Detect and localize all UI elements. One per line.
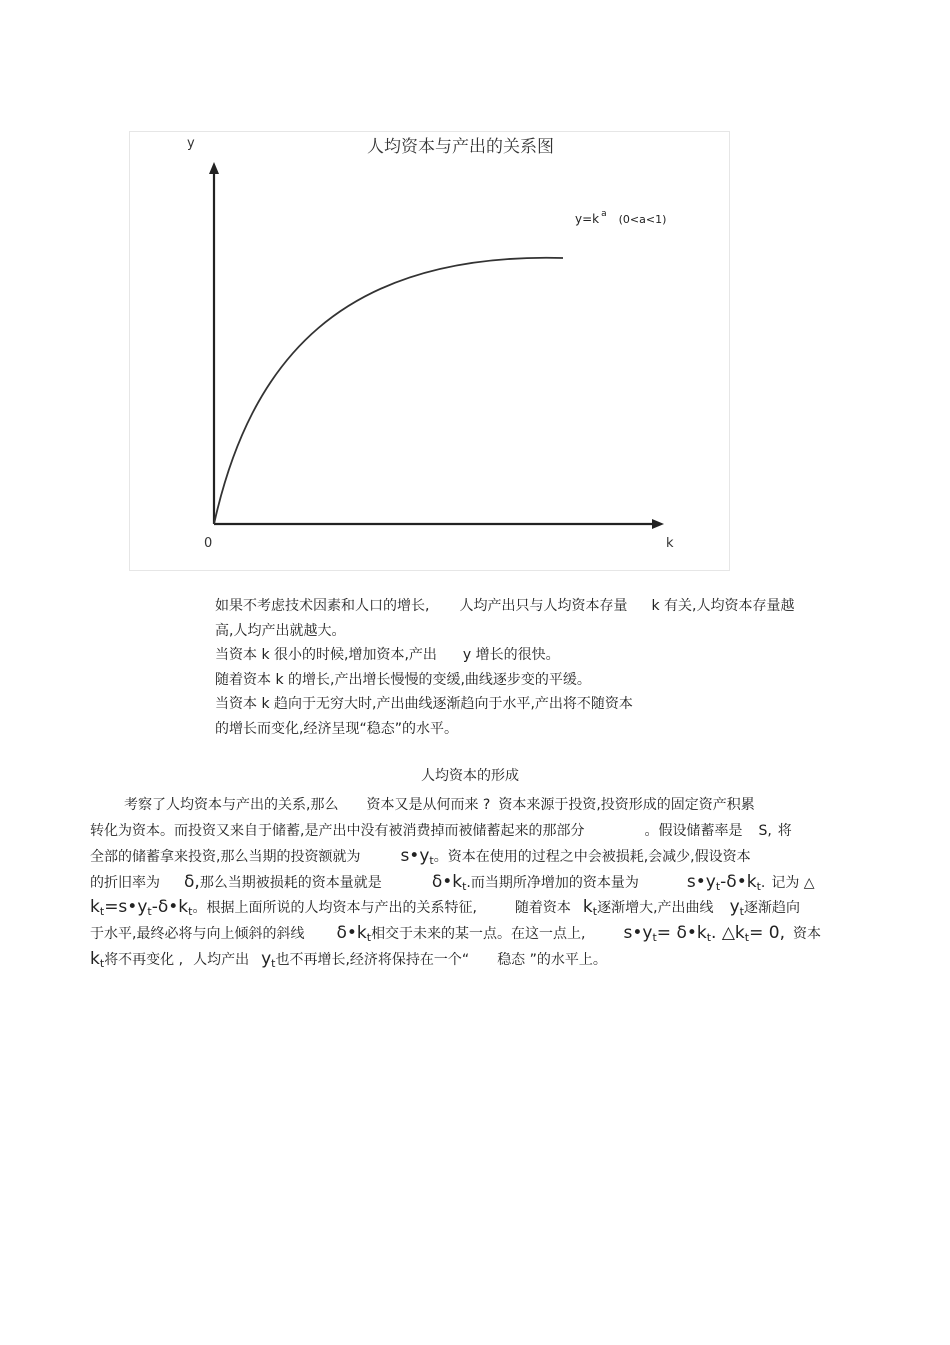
paragraph-line: 考察了人均资本与产出的关系,那么 资本又是从何而来 ? 资本来源于投资,投资形成的固定资产积累 [124,797,755,813]
observations-block [215,594,865,741]
x-axis-label: k [666,536,674,551]
paragraph-line: $k_t=s•y_t-\delta•k_t$。根据上面所说的人均资本与产出的关系特征, 随着资本 $k_t$逐渐增大,产出曲线 $y_t$逐渐趋向 [90,897,800,919]
observation-line: 的增长而变化,经济呈现“稳态”的水平。 [215,720,458,737]
production-plot [130,132,730,572]
paragraph-line: 转化为资本。而投资又来自于储蓄,是产出中没有被消费掉而被储蓄起来的那部分 。假设储蓄率是 S, 将 [90,822,792,839]
curve-exponent: a [601,209,607,219]
observation-line: 随着资本 k 的增长,产出增长慢慢的变缓,曲线逐步变的平缓。 [215,671,591,688]
figure-frame [129,131,730,571]
y-axis-label: y [187,136,195,151]
curve-formula: y=k [575,212,600,226]
observation-line: 当资本 k 趋向于无穷大时,产出曲线逐渐趋向于水平,产出将不随资本 [215,696,633,712]
curve-condition: (0<a<1) [618,213,667,226]
figure-title: 人均资本与产出的关系图 [367,137,554,157]
section-title: 人均资本的形成 [421,768,519,784]
production-curve [214,258,563,524]
observation-line: 高,人均产出就越大。 [215,622,346,639]
paragraph-line: 的折旧率为 δ,那么当期被损耗的资本量就是 $\delta•k_t$.而当期所净增加的资本量为 $s•y_t-\delta•k_t$. 记为 △ [90,871,815,893]
paragraph-line: $k_t$将不再变化 , 人均产出 $y_t$也不再增长,经济将保持在一个“ 稳态 ”的水平上。 [90,948,607,970]
y-axis-arrow [209,162,219,174]
x-axis-arrow [652,519,664,529]
section-paragraph [90,793,865,972]
origin-label: 0 [204,536,213,551]
paragraph-line: 全部的储蓄拿来投资,那么当期的投资额就为 $s•y_t$。资本在使用的过程之中会被损耗,会减少,假设资本 [90,846,751,868]
paragraph-line: 于水平,最终必将与向上倾斜的斜线 $\delta•k_t$相交于未来的某一点。在这一点上, $s•y_t=$ $\delta•k_t$. $\triangle k_t= 0$, 资本 [90,922,821,944]
observation-line: 当资本 k 很小的时候,增加资本,产出 y 增长的很快。 [215,647,560,663]
observation-line: 如果不考虑技术因素和人口的增长, 人均产出只与人均资本存量 k 有关,人均资本存量越 [215,598,795,614]
